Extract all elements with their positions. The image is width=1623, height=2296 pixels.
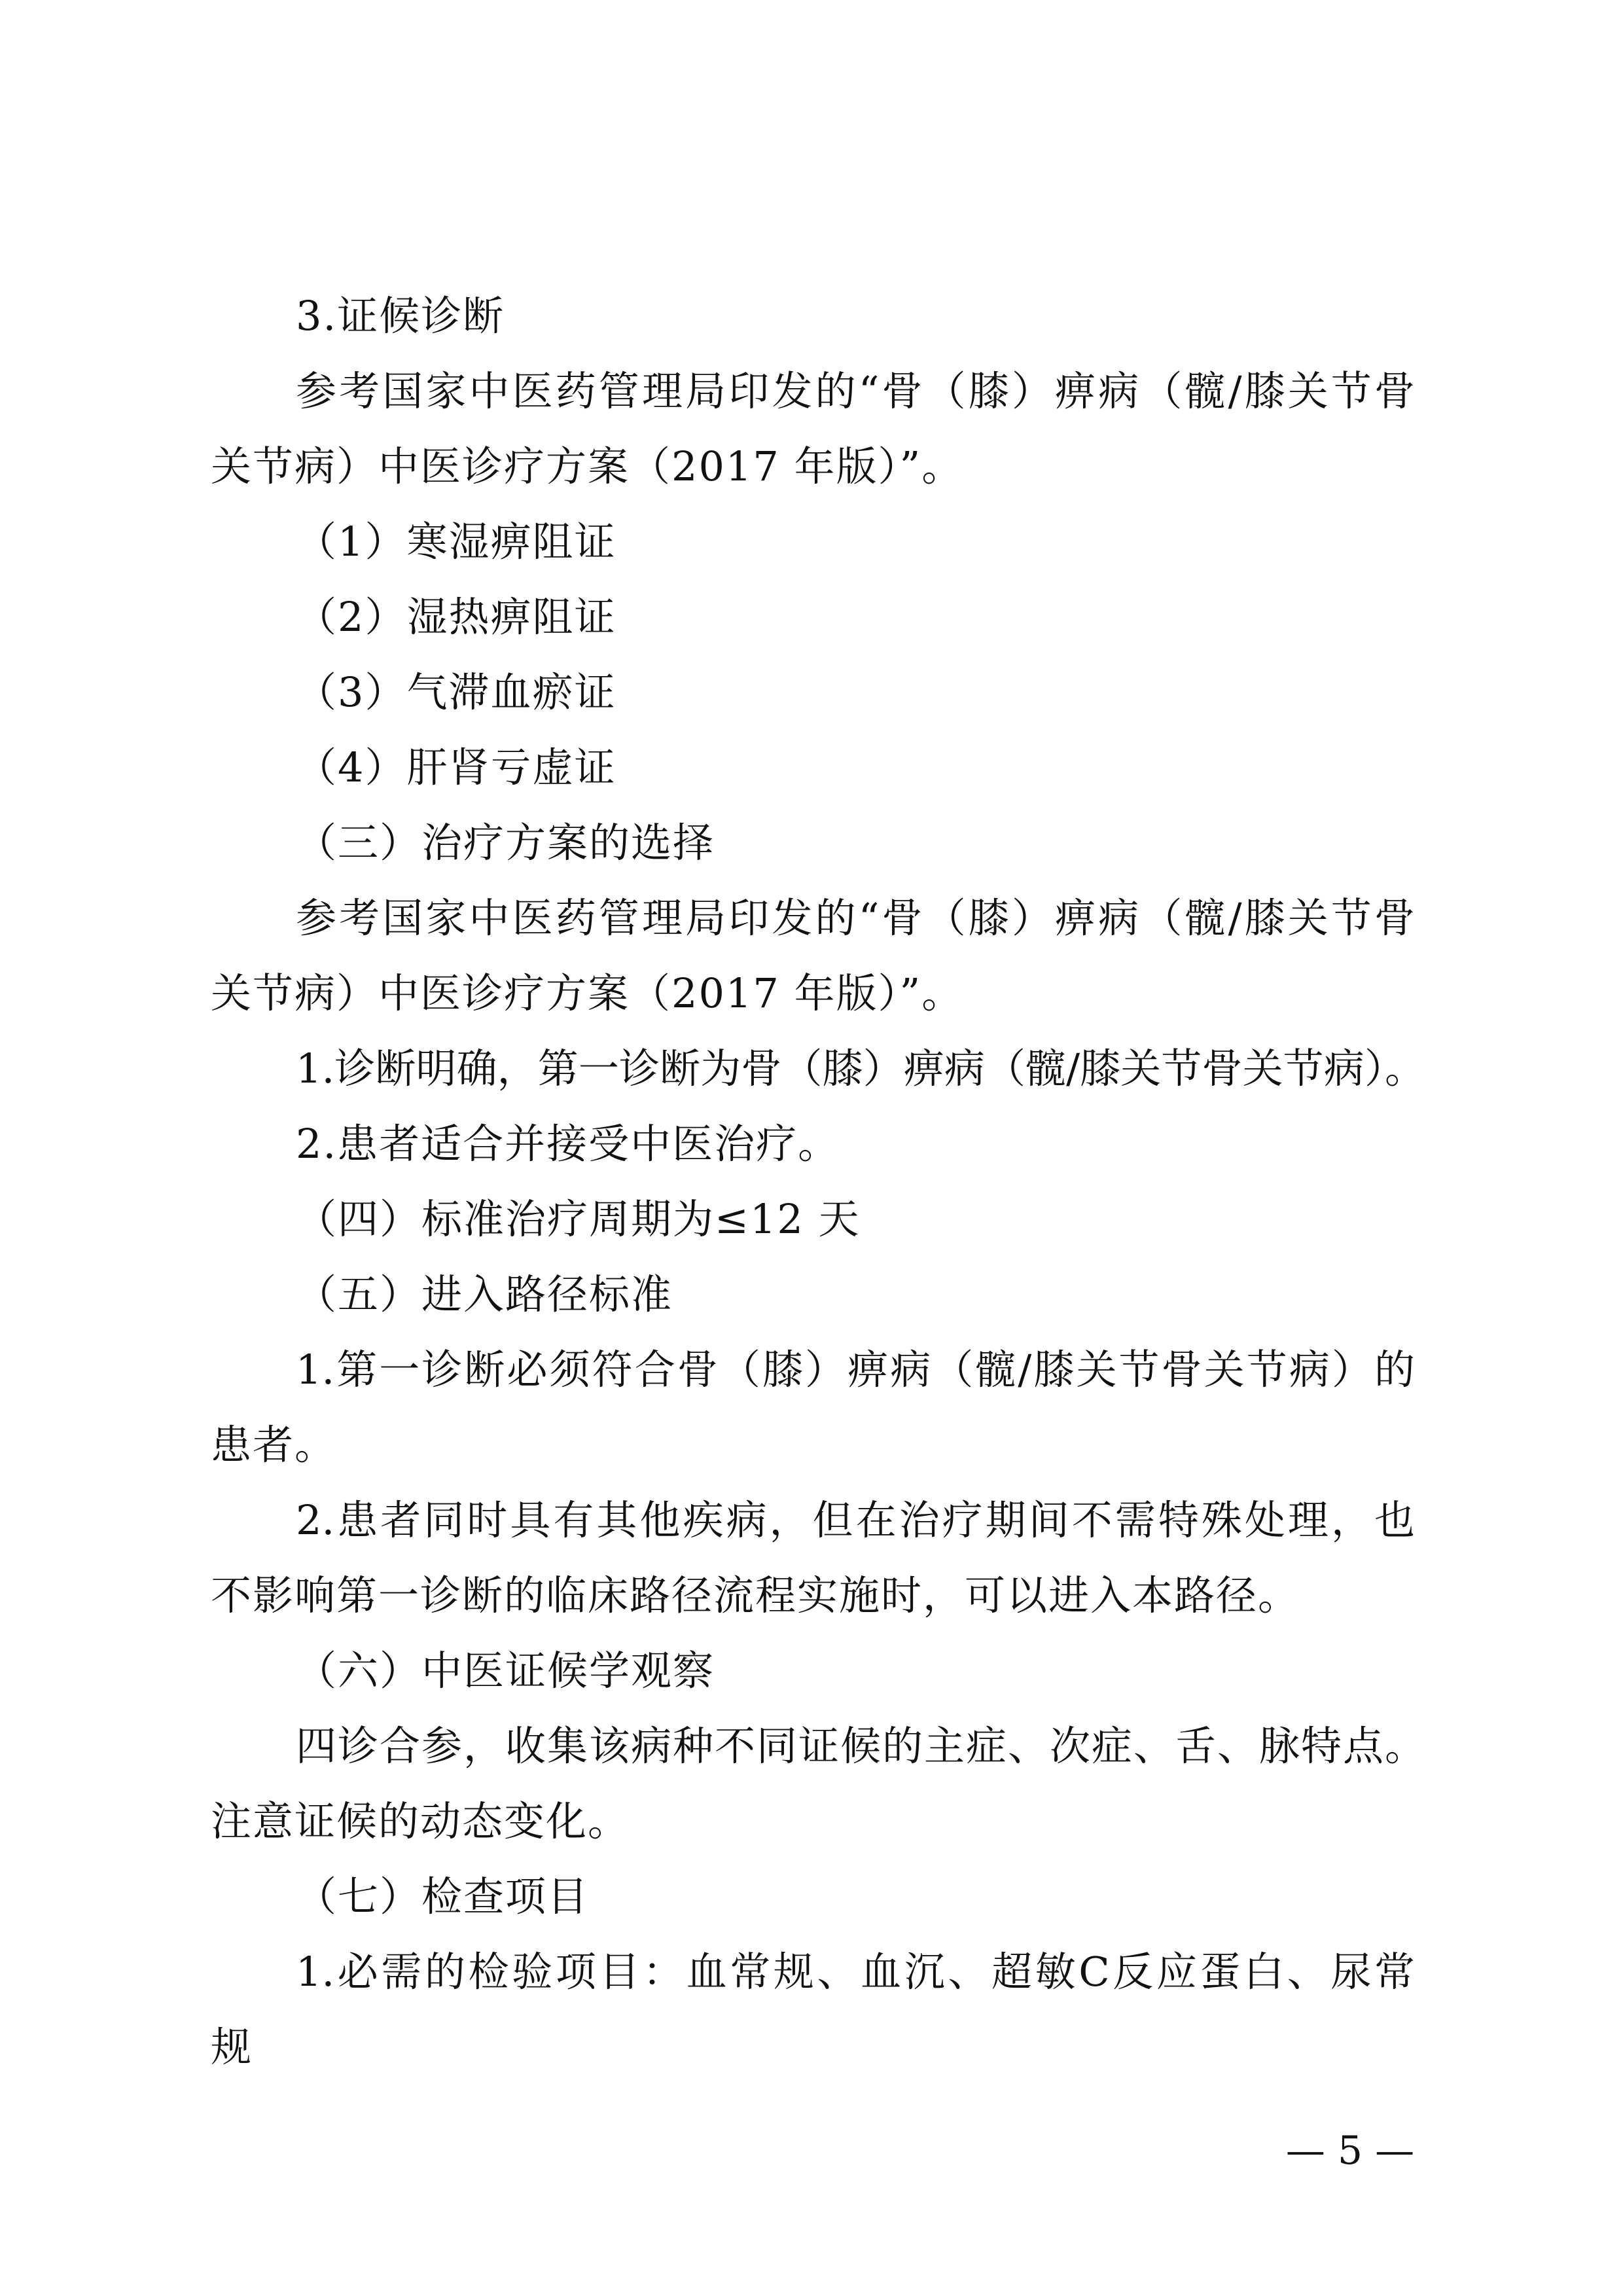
paragraph-line: 关节病）中医诊疗方案（2017 年版）”。: [211, 969, 964, 1017]
paragraph-line: 2.患者适合并接受中医治疗。: [296, 1120, 840, 1168]
paragraph-line: 规: [211, 2023, 253, 2071]
paragraph-line: 关节病）中医诊疗方案（2017 年版）”。: [211, 442, 964, 490]
paragraph-line: 2.患者同时具有其他疾病，但在治疗期间不需特殊处理，也: [296, 1496, 1415, 1544]
list-item-syndrome: （2）湿热痹阻证: [296, 593, 616, 641]
paragraph-line: 参考国家中医药管理局印发的“骨（膝）痹病（髋/膝关节骨: [296, 894, 1415, 942]
paragraph-line: 患者。: [211, 1421, 337, 1469]
section-heading-syndrome-observation: （六）中医证候学观察: [296, 1647, 715, 1695]
paragraph-line: 1.必需的检验项目：血常规、血沉、超敏C反应蛋白、尿常: [296, 1948, 1415, 1996]
section-heading-syndrome-diagnosis: 3.证候诊断: [296, 292, 505, 340]
paragraph-line: 四诊合参，收集该病种不同证候的主症、次症、舌、脉特点。: [296, 1722, 1425, 1770]
paragraph-line: 1.诊断明确，第一诊断为骨（膝）痹病（髋/膝关节骨关节病）。: [296, 1045, 1425, 1092]
paragraph-line: 1.第一诊断必须符合骨（膝）痹病（髋/膝关节骨关节病）的: [296, 1346, 1415, 1393]
page-number: — 5 —: [1285, 2128, 1415, 2174]
section-heading-treatment-plan: （三）治疗方案的选择: [296, 819, 715, 867]
paragraph-line: 不影响第一诊断的临床路径流程实施时，可以进入本路径。: [211, 1571, 1300, 1619]
list-item-syndrome: （1）寒湿痹阻证: [296, 518, 616, 565]
section-heading-entry-criteria: （五）进入路径标准: [296, 1270, 673, 1318]
paragraph-line: 参考国家中医药管理局印发的“骨（膝）痹病（髋/膝关节骨: [296, 367, 1415, 415]
paragraph-line: 注意证候的动态变化。: [211, 1797, 630, 1845]
list-item-syndrome: （3）气滞血瘀证: [296, 668, 616, 716]
section-heading-treatment-period: （四）标准治疗周期为≤12 天: [296, 1195, 861, 1243]
list-item-syndrome: （4）肝肾亏虚证: [296, 744, 616, 791]
section-heading-examination-items: （七）检查项目: [296, 1873, 590, 1920]
